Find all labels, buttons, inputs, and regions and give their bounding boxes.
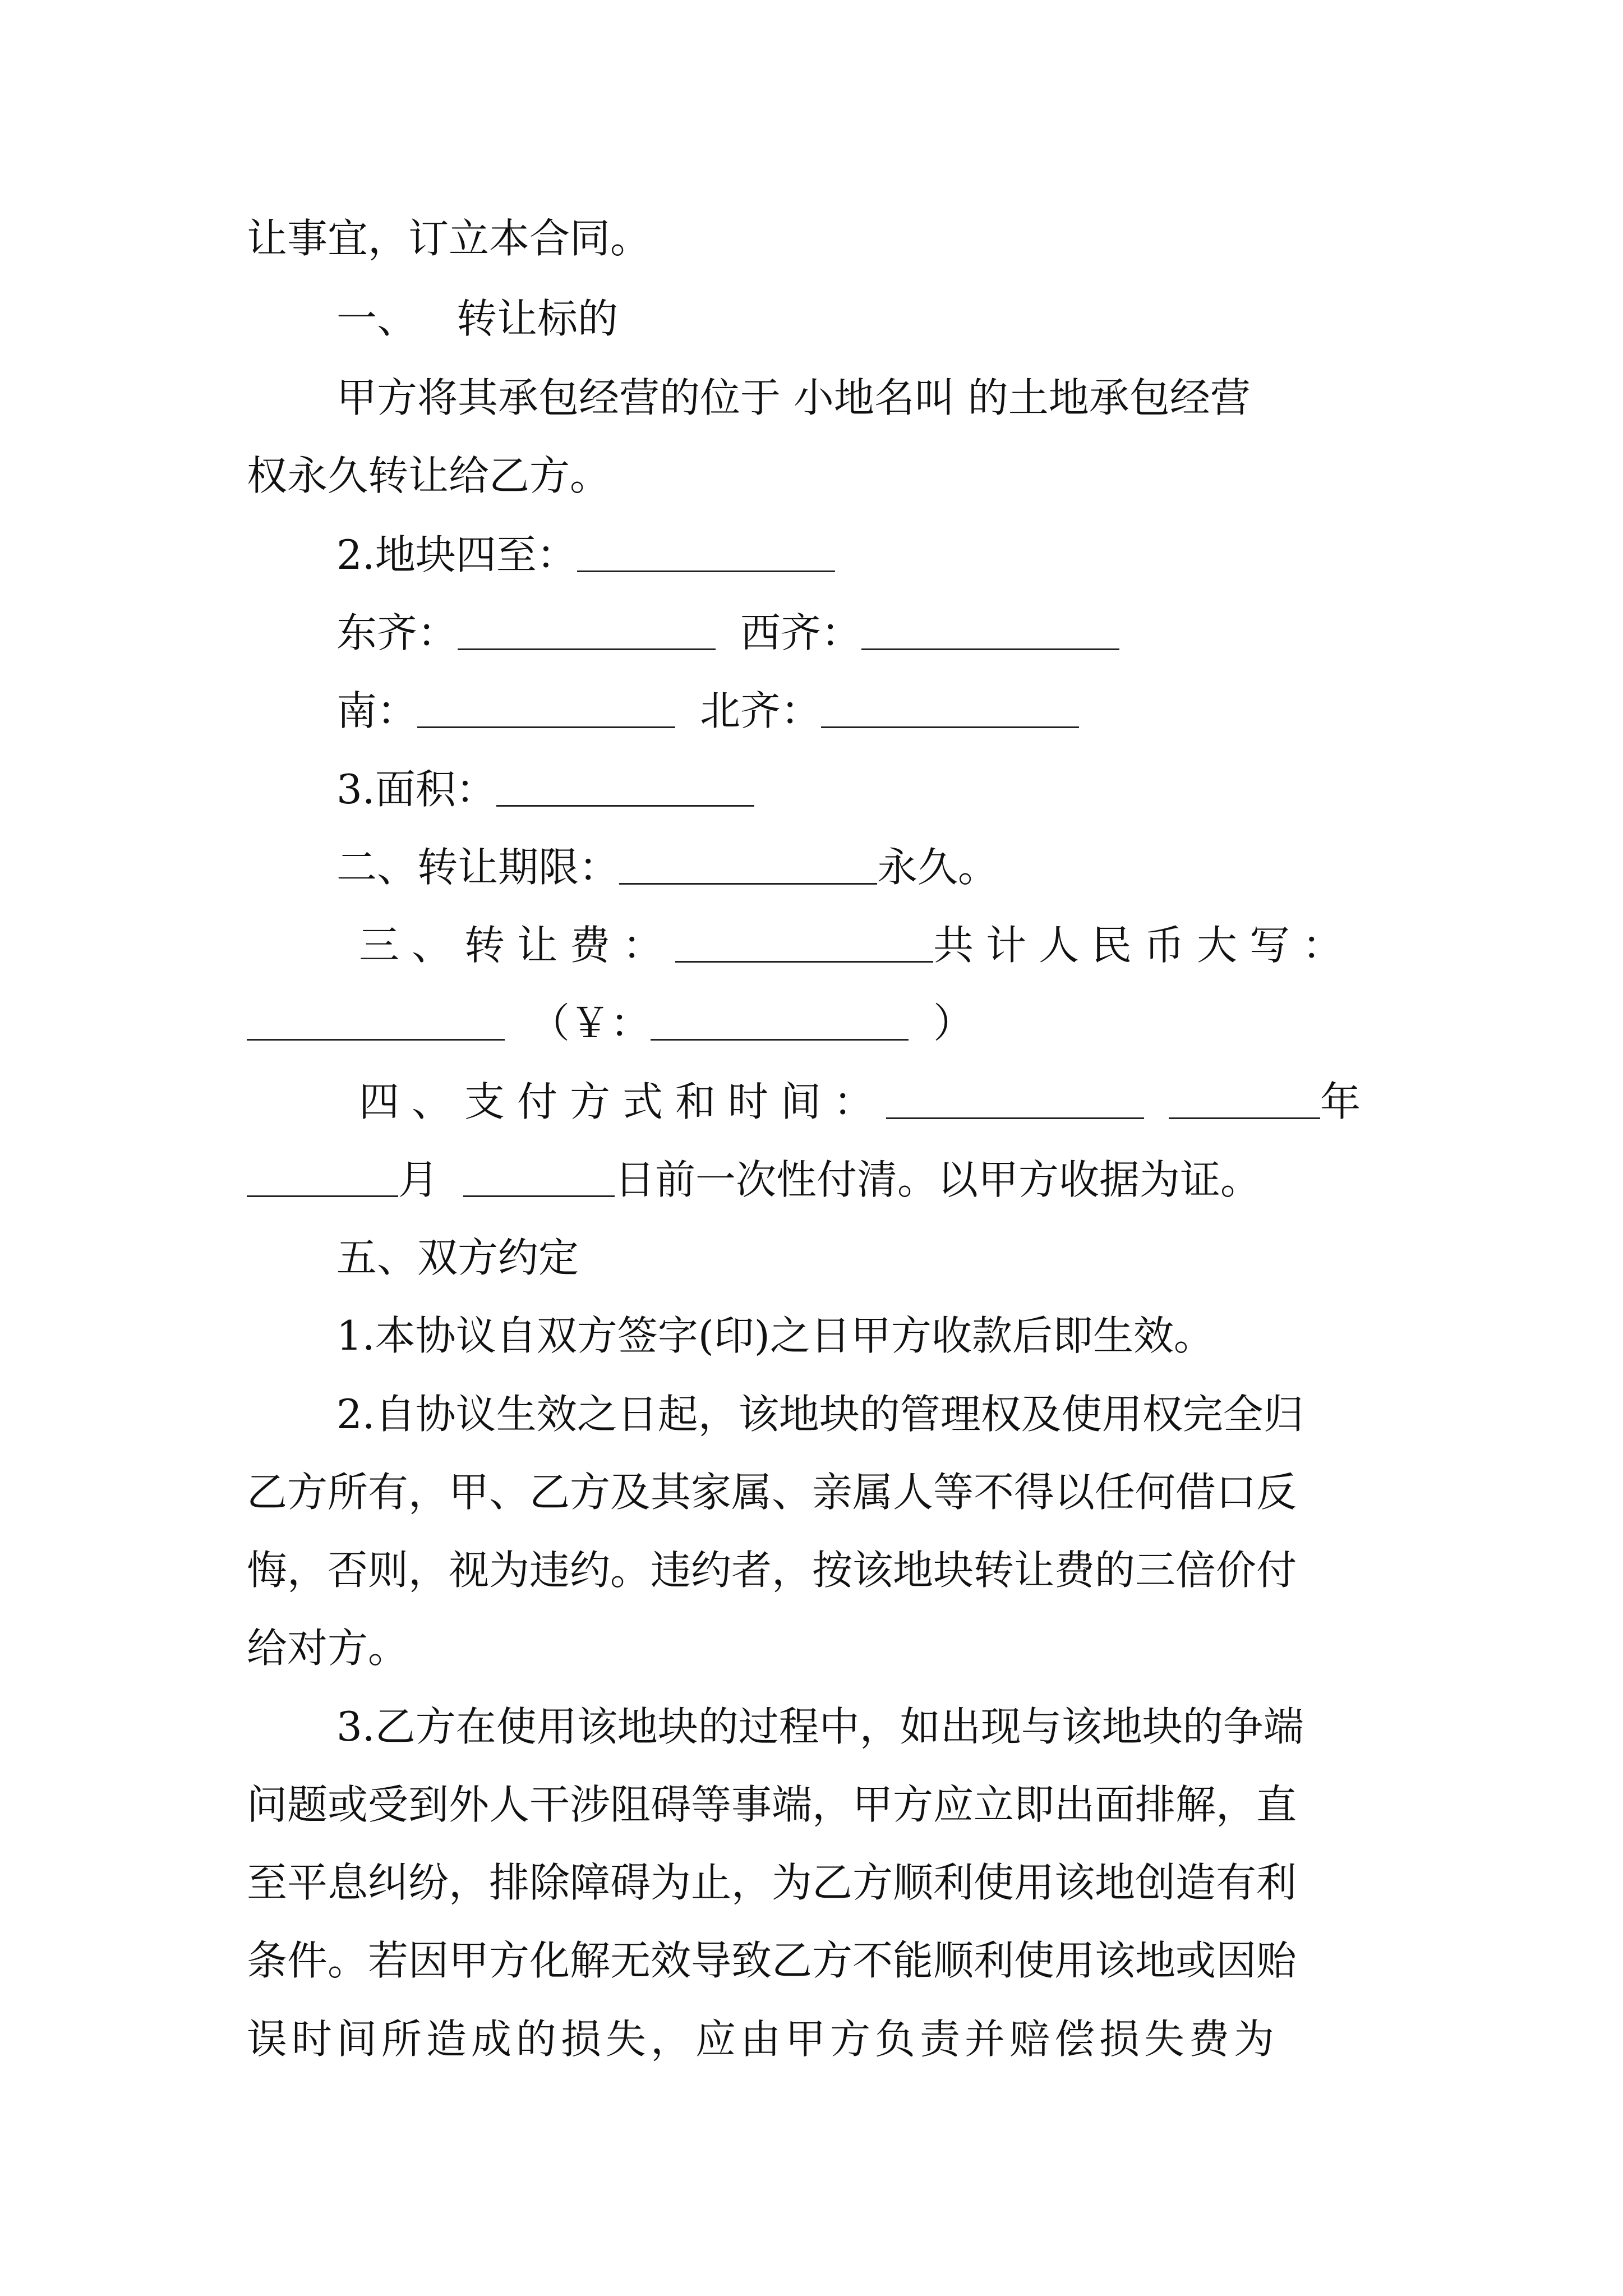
form-line: 东齐： 西齐： <box>336 608 1119 658</box>
text-line: 3.乙方在使用该地块的过程中，如出现与该地块的争端 <box>336 1703 1304 1750</box>
blank-field <box>463 1156 615 1197</box>
text-line: 乙方所有，甲、乙方及其家属、亲属人等不得以任何借口反 <box>247 1469 1297 1516</box>
blank-field <box>247 1156 398 1197</box>
text-line: 1.本协议自双方签字(印)之日甲方收款后即生效。 <box>336 1312 1214 1359</box>
blank-field <box>1169 1078 1320 1119</box>
blank-field <box>247 1000 505 1041</box>
form-line: 3.面积： <box>336 764 754 815</box>
blank-field <box>675 922 933 963</box>
blank-field <box>821 687 1079 728</box>
form-line: 南： 北齐： <box>336 685 1079 736</box>
blank-field <box>458 609 716 650</box>
text-line: 悔，否则，视为违约。违约者，按该地块转让费的三倍价付 <box>247 1547 1297 1594</box>
text-line: 给对方。 <box>247 1625 409 1672</box>
form-line: 二、转让期限： 永久。 <box>336 844 999 891</box>
text-line: 条件。若因甲方化解无效导致乙方不能顺利使用该地或因贻 <box>247 1937 1297 1984</box>
form-line: 四、支付方式和时间： 年 <box>359 1078 1373 1125</box>
section-heading: 一、 转让标的 <box>336 295 619 342</box>
section-heading: 五、双方约定 <box>336 1234 579 1281</box>
blank-field <box>496 766 754 807</box>
text-line: 甲方将其承包经营的位于 小地名叫 的土地承包经营 <box>336 374 1251 421</box>
text-line: 2.自协议生效之日起，该地块的管理权及使用权完全归 <box>336 1391 1304 1438</box>
text-line: 权永久转让给乙方。 <box>247 452 611 499</box>
form-line: 月 日前一次性付清。以甲方收据为证。 <box>247 1154 1261 1205</box>
form-line: 2.地块四至： <box>336 530 835 580</box>
text-line: 问题或受到外人干涉阻碍等事端，甲方应立即出面排解，直 <box>247 1781 1297 1828</box>
form-line: （￥： ） <box>247 998 974 1048</box>
form-line: 三、转让费： 共计人民币大写： <box>359 922 1355 969</box>
text-line: 误时间所造成的损失，应由甲方负责并赔偿损失费为 <box>247 2016 1279 2063</box>
blank-field <box>886 1078 1144 1119</box>
blank-field <box>651 1000 909 1041</box>
text-line: 让事宜，订立本合同。 <box>247 215 651 262</box>
blank-field <box>417 687 675 728</box>
blank-field <box>619 844 877 885</box>
blank-field <box>861 609 1119 650</box>
text-line: 至平息纠纷，排除障碍为止，为乙方顺利使用该地创造有利 <box>247 1859 1297 1906</box>
blank-field <box>577 531 835 572</box>
